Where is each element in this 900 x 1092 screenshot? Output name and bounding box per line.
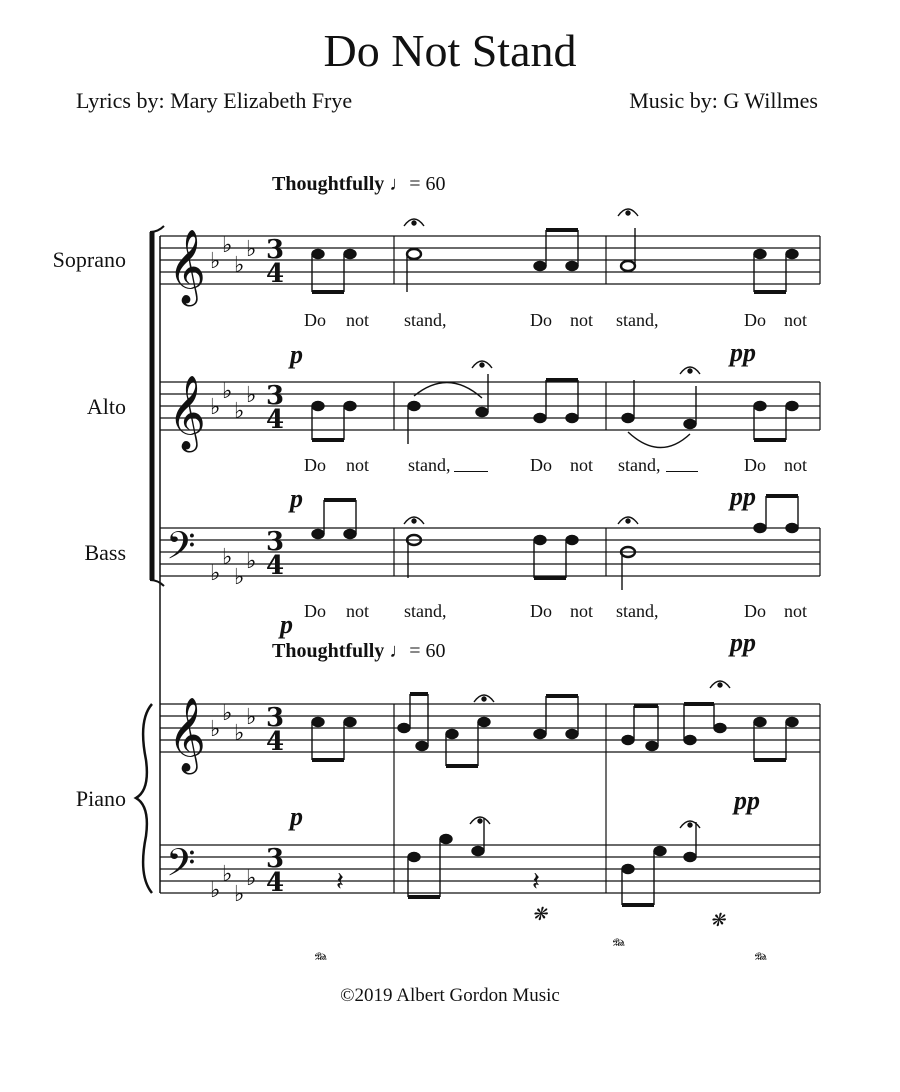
dynamic-pp: pp: [730, 338, 756, 367]
svg-text:♭: ♭: [234, 399, 245, 424]
lyric-syllable: stand,: [404, 601, 447, 621]
staff-piano-bass: [160, 845, 820, 893]
lyric-syllable: Do: [744, 601, 766, 621]
svg-text:♭: ♭: [246, 237, 257, 262]
part-label-bass: Bass: [84, 540, 126, 565]
lyric-extender: [666, 471, 698, 472]
lyric-syllable: Do: [304, 310, 326, 330]
time-signature-bottom: 4: [266, 868, 285, 898]
tempo-text: Thoughtfully: [272, 173, 385, 195]
pedal-down-icon: 𝆮: [610, 933, 624, 957]
lyric-syllable: stand,: [404, 310, 447, 330]
treble-clef-icon: 𝄞: [168, 376, 206, 450]
lyric-syllable: Do: [530, 601, 552, 621]
svg-text:♭: ♭: [246, 549, 257, 574]
lyric-syllable: stand,: [408, 455, 451, 475]
lyric-syllable: Do: [744, 310, 766, 330]
svg-text:♭: ♭: [234, 253, 245, 278]
time-signature-bottom: 4: [266, 727, 285, 757]
lyric-syllable: not: [570, 601, 594, 621]
lyric-syllable: Do: [530, 455, 552, 475]
svg-text:♭: ♭: [246, 705, 257, 730]
time-signature-bottom: 4: [266, 551, 285, 581]
alto-notes: [312, 361, 798, 448]
quarter-note-icon: ♩: [384, 640, 410, 662]
pedal-up-icon: ❋: [710, 910, 726, 931]
piano-brace: [136, 704, 152, 893]
svg-text:♭: ♭: [210, 395, 221, 420]
svg-text:♭: ♭: [210, 249, 221, 274]
svg-text:♭: ♭: [210, 561, 221, 586]
page-title: Do Not Stand: [323, 25, 577, 76]
svg-text:♭: ♭: [222, 701, 233, 726]
dynamic-p: p: [290, 484, 303, 513]
staff-soprano: [160, 236, 820, 284]
lyrics-credit: Lyrics by: Mary Elizabeth Frye: [76, 88, 353, 113]
part-label-alto: Alto: [86, 394, 126, 419]
lyric-syllable: Do: [304, 455, 326, 475]
lyric-syllable: not: [570, 455, 594, 475]
svg-text:♭: ♭: [246, 866, 257, 891]
svg-text:♭: ♭: [234, 721, 245, 746]
lyric-syllable: Do: [304, 601, 326, 621]
pedal-down-icon: 𝆮: [752, 947, 766, 971]
tempo-text: Thoughtfully: [272, 640, 385, 662]
lyric-syllable: not: [570, 310, 594, 330]
lyric-syllable: not: [346, 310, 370, 330]
tempo-bpm: = 60: [409, 640, 446, 662]
time-signature-top: 3: [266, 381, 285, 411]
dynamic-p: p: [290, 802, 303, 831]
svg-text:♭: ♭: [210, 717, 221, 742]
part-label-soprano: Soprano: [52, 247, 126, 272]
svg-text:♭: ♭: [234, 565, 245, 590]
dynamic-pp: pp: [730, 482, 756, 511]
lyric-extender: [454, 471, 488, 472]
svg-text:♭: ♭: [246, 383, 257, 408]
svg-text:♭: ♭: [222, 379, 233, 404]
lyric-syllable: not: [346, 455, 370, 475]
dynamic-pp: pp: [730, 628, 756, 657]
quarter-rest-icon: 𝄽: [532, 867, 540, 897]
quarter-note-icon: ♩: [384, 173, 410, 195]
time-signature-top: 3: [266, 527, 285, 557]
svg-text:♭: ♭: [222, 862, 233, 887]
dynamic-pp: pp: [734, 786, 760, 815]
copyright-notice: ©2019 Albert Gordon Music: [340, 985, 560, 1006]
bass-clef-icon: 𝄢: [166, 523, 196, 577]
lyric-syllable: stand,: [618, 455, 661, 475]
dynamic-p: p: [280, 610, 293, 639]
svg-text:♭: ♭: [222, 545, 233, 570]
time-signature-top: 3: [266, 703, 285, 733]
lyric-syllable: not: [784, 310, 808, 330]
time-signature-top: 3: [266, 235, 285, 265]
quarter-rest-icon: 𝄽: [336, 867, 344, 897]
lyric-syllable: Do: [530, 310, 552, 330]
lyric-syllable: not: [784, 601, 808, 621]
pedal-up-icon: ❋: [532, 904, 548, 925]
staff-alto: [160, 382, 820, 430]
lyric-syllable: stand,: [616, 310, 659, 330]
key-signature-flats: [210, 233, 256, 907]
treble-clef-icon: 𝄞: [168, 230, 206, 304]
dynamic-p: p: [290, 340, 303, 369]
staff-bass: [160, 528, 820, 576]
piano-treble-notes: [312, 681, 798, 766]
svg-text:♭: ♭: [222, 233, 233, 258]
lyric-syllable: Do: [744, 455, 766, 475]
piano-bass-notes: [336, 817, 700, 905]
tempo-bpm: = 60: [409, 173, 446, 195]
time-signature-bottom: 4: [266, 259, 285, 289]
treble-clef-icon: 𝄞: [168, 698, 206, 772]
pedal-down-icon: 𝆮: [312, 947, 326, 971]
lyric-syllable: stand,: [616, 601, 659, 621]
soprano-notes: [312, 209, 798, 292]
svg-text:♭: ♭: [234, 882, 245, 907]
lyric-syllable: not: [346, 601, 370, 621]
time-signature-bottom: 4: [266, 405, 285, 435]
lyric-syllable: not: [784, 455, 808, 475]
time-signature-top: 3: [266, 844, 285, 874]
music-credit: Music by: G Willmes: [629, 88, 818, 113]
part-label-piano: Piano: [75, 786, 126, 811]
svg-text:♭: ♭: [210, 878, 221, 903]
bass-clef-icon: 𝄢: [166, 840, 196, 894]
